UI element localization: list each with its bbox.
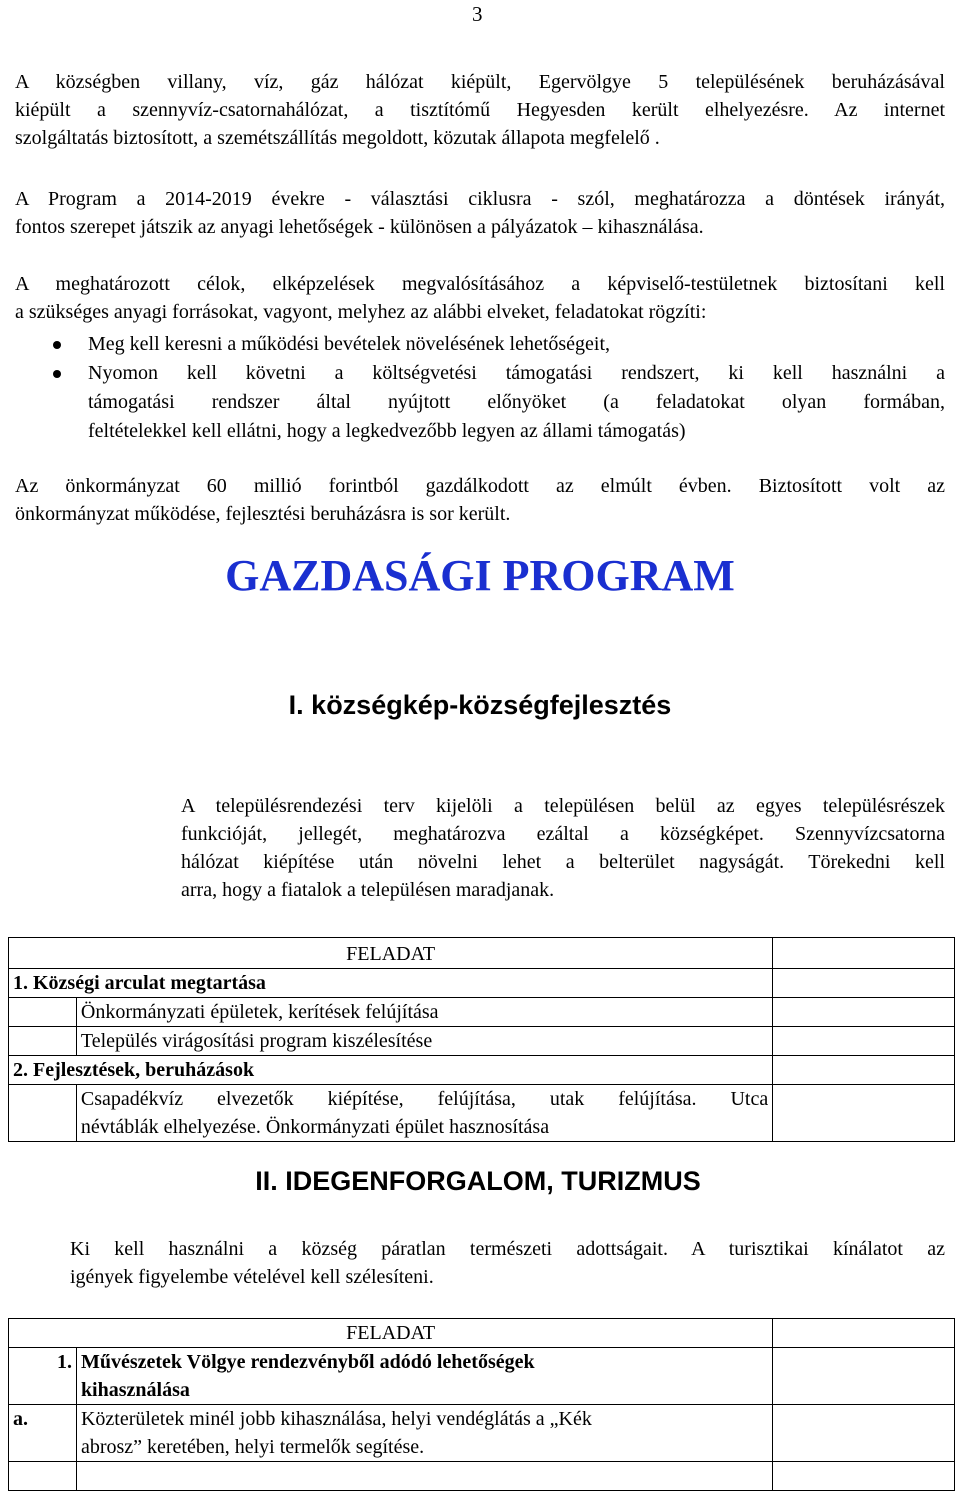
- table-cell: [76, 1462, 772, 1491]
- table-cell: [9, 1085, 77, 1142]
- table-row: [9, 1348, 955, 1405]
- text-line: arra, hogy a fiatalok a településen maradjanak.: [181, 879, 555, 901]
- table-group-title: 2. Fejlesztések, beruházások: [9, 1056, 773, 1085]
- table-header: FELADAT: [9, 1319, 773, 1348]
- text-line: szolgáltatás biztosított, a szemétszállítás megoldott, közutak állapota megfelelő .: [15, 127, 660, 149]
- table-cell: [773, 1405, 955, 1462]
- table-row: [9, 1056, 955, 1085]
- text-line: igények figyelembe vételével kell szélesíteni.: [70, 1266, 434, 1288]
- text-line: Művészetek Völgye rendezvényből adódó lehetőségek: [80, 1351, 535, 1373]
- text-line: névtáblák elhelyezése. Önkormányzati épület hasznosítása: [80, 1116, 550, 1138]
- item-letter: a.: [9, 1405, 77, 1462]
- table-group-title: 1. Községi arculat megtartása: [9, 969, 773, 998]
- table-cell: [773, 1027, 955, 1056]
- text-line: kiépült a szennyvíz-csatornahálózat, a tisztítómű Hegyesden került elhelyezésre. Az internet: [15, 99, 945, 121]
- table-row: [9, 1462, 955, 1491]
- table-row: [9, 1319, 955, 1348]
- table-cell: [773, 969, 955, 998]
- table-cell: [773, 1056, 955, 1085]
- table-row: [9, 1085, 955, 1142]
- text-line: hálózat kiépítése után növelni lehet a belterület nagyságát. Törekedni kell: [181, 851, 945, 873]
- text-line: Csapadékvíz elvezetők kiépítése, felújítása, utak felújítása. Utca: [80, 1088, 769, 1110]
- text-line: A településrendezési terv kijelöli a településen belül az egyes településrészek: [181, 795, 945, 817]
- table-cell: [773, 1348, 955, 1405]
- section2-paragraph: [70, 1235, 945, 1291]
- task-table-2: [8, 1318, 955, 1491]
- table-cell: Település virágosítási program kiszélesítése: [76, 1027, 772, 1056]
- budget-paragraph: [15, 472, 945, 528]
- table-cell: [773, 1462, 955, 1491]
- table-row: [9, 969, 955, 998]
- page-number: 3: [472, 2, 483, 26]
- section1-title: I. községkép-községfejlesztés: [288, 690, 672, 720]
- text-line: a szükséges anyagi forrásokat, vagyont, melyhez az alábbi elveket, feladatokat rögzíti:: [15, 301, 707, 323]
- table-cell: [9, 1027, 77, 1056]
- item-number: 1.: [9, 1348, 77, 1405]
- table-cell: [9, 998, 77, 1027]
- text-line: önkormányzat működése, fejlesztési beruházásra is sor került.: [15, 503, 511, 525]
- intro-paragraph: [15, 68, 945, 152]
- table-cell: [76, 1405, 772, 1462]
- table-cell: [773, 1319, 955, 1348]
- table-header: FELADAT: [9, 938, 773, 969]
- text-line: abrosz” keretében, helyi termelők segítése.: [80, 1436, 425, 1458]
- section1-paragraph: [181, 792, 945, 904]
- text-line: fontos szerepet játszik az anyagi lehetőségek - különösen a pályázatok – kihasználása.: [15, 216, 704, 238]
- text-line: A Program a 2014-2019 évekre - választási ciklusra - szól, meghatározza a döntések irányát,: [15, 188, 945, 210]
- list-item: [0, 330, 945, 359]
- task-table-1: [8, 937, 955, 1142]
- table-row: [9, 1027, 955, 1056]
- list-item: [0, 359, 945, 446]
- program-paragraph: [15, 185, 945, 241]
- text-line: A községben villany, víz, gáz hálózat kiépült, Egervölgye 5 településének beruházásával: [15, 71, 945, 93]
- text-line: Ki kell használni a község páratlan természeti adottságait. A turisztikai kínálatot az: [70, 1238, 945, 1260]
- table-cell: [9, 1462, 77, 1491]
- table-cell: [76, 1085, 772, 1142]
- principles-list: [0, 330, 945, 446]
- main-title: GAZDASÁGI PROGRAM: [225, 551, 735, 600]
- goals-paragraph: [15, 270, 945, 326]
- text-line: feltételekkel kell ellátni, hogy a legkedvezőbb legyen az állami támogatás): [88, 420, 686, 442]
- text-line: Közterületek minél jobb kihasználása, helyi vendéglátás a „Kék: [80, 1408, 592, 1430]
- table-cell: [773, 938, 955, 969]
- table-cell: [773, 998, 955, 1027]
- section2-title: II. IDEGENFORGALOM, TURIZMUS: [255, 1166, 701, 1196]
- table-cell: [76, 1348, 772, 1405]
- table-row: [9, 998, 955, 1027]
- text-line: Meg kell keresni a működési bevételek növelésének lehetőségeit,: [88, 333, 611, 355]
- text-line: Nyomon kell követni a költségvetési támogatási rendszert, ki kell használni a: [88, 362, 945, 384]
- text-line: A meghatározott célok, elképzelések megvalósításához a képviselő-testületnek biztosítani kell: [15, 273, 945, 295]
- table-cell: Önkormányzati épületek, kerítések felújítása: [76, 998, 772, 1027]
- text-line: kihasználása: [80, 1379, 190, 1401]
- table-row: [9, 938, 955, 969]
- bullet-icon: [53, 370, 61, 378]
- text-line: Az önkormányzat 60 millió forintból gazdálkodott az elmúlt évben. Biztosított volt az: [15, 475, 945, 497]
- text-line: funkcióját, jellegét, meghatározva ezáltal a községképet. Szennyvízcsatorna: [181, 823, 945, 845]
- table-row: [9, 1405, 955, 1462]
- bullet-icon: [53, 341, 61, 349]
- table-cell: [773, 1085, 955, 1142]
- text-line: támogatási rendszer által nyújtott előnyöket (a feladatokat olyan formában,: [88, 391, 945, 413]
